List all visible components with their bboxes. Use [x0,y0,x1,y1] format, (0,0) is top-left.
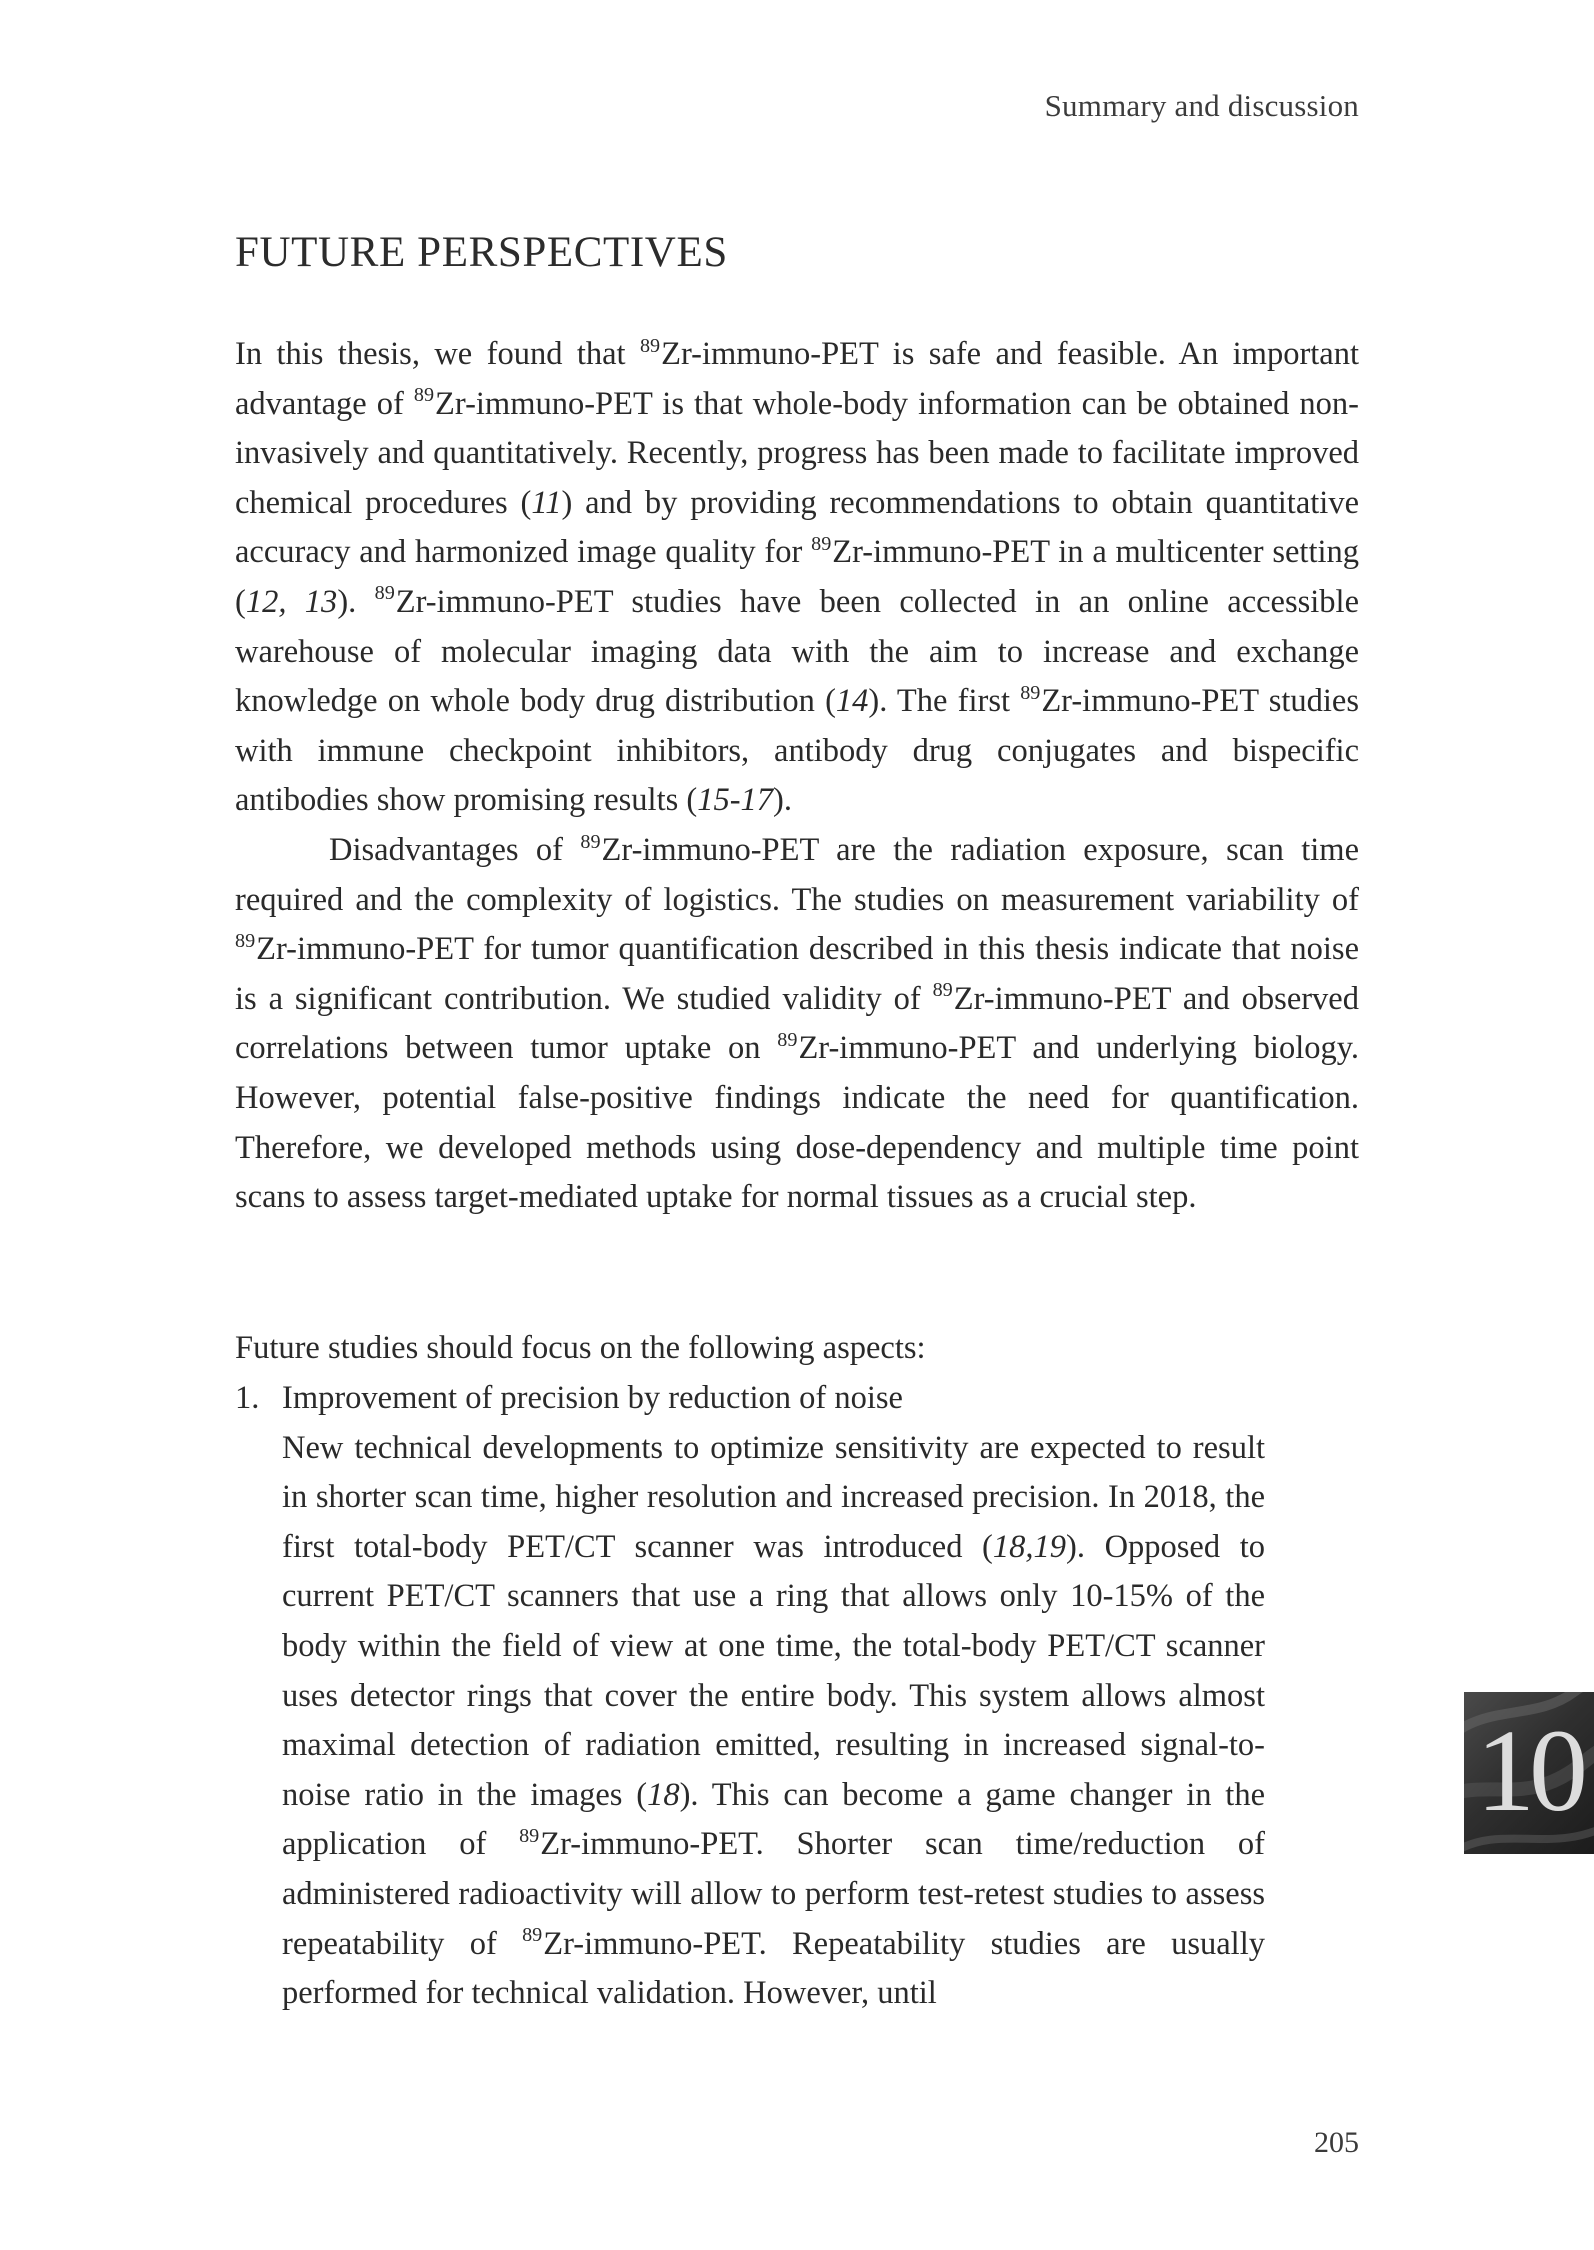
isotope-superscript: 89 [519,1824,540,1847]
isotope-superscript: 89 [811,532,832,555]
running-header: Summary and discussion [1044,88,1359,123]
isotope-superscript: 89 [777,1028,798,1051]
citation: 18 [647,1776,680,1813]
isotope-superscript: 89 [580,830,601,853]
citation: 12, 13 [245,583,338,620]
citation: 11 [531,484,562,521]
list-item-text: New technical developments to optimize sensitivity are expected to result in shorter scan time, higher resolution and increased precision. In 2018, the first total-body PET/CT scanner was introduced (18,19). Opposed to current PET/CT scanners that use a ring that allows only 10-15% of the body within the field of view at one time, the total-body PET/CT scanner uses detector rings that cover the entire body. This system allows almost maximal detection of radiation emitted, resulting in increased signal-to-noise ratio in the images (18). This can become a game changer in the application of $^{89}$Zr-immuno-PET. Shorter scan time/reduction of administered radioactivity will allow to perform test-retest studies to assess repeatability of $^{89}$Zr-immuno-PET. Repeatability studies are usually performed for technical validation. However, until [282,1429,1265,2012]
citation: 14 [835,683,869,720]
section-title: FUTURE PERSPECTIVES [235,229,728,276]
list-item-title: Improvement of precision by reduction of noise [282,1380,903,1416]
paragraph-2: Disadvantages of $^{89}$Zr-immuno-PET are the radiation exposure, scan time required and the complexity of logistics. The studies on measurement variability of $^{89}$Zr-immuno-PET for tumor quantification described in this thesis indicate that noise is a significant contribution. We studied validity of $^{89}$Zr-immuno-PET and observed correlations between tumor uptake on $^{89}$Zr-immuno-PET and underlying biology. However, potential false-positive findings indicate the need for quantification. Therefore, we developed methods using dose-dependency and multiple time point scans to assess target-mediated uptake for normal tissues as a crucial step. [235,830,1359,1216]
aspects-list [235,1374,1265,2019]
isotope-superscript: 89 [932,979,953,1002]
list-item-body [282,1374,1265,2019]
paragraph-1: In this thesis, we found that $^{89}$Zr-immuno-PET is safe and feasible. An important advantage of $^{89}$Zr-immuno-PET is that whole-body information can be obtained non-invasively and quantitatively. Recently, progress has been made to facilitate improved chemical procedures (11) and by providing recommendations to obtain quantitative accuracy and harmonized image quality for $^{89}$Zr-immuno-PET in a multicenter setting (12, 13). $^{89}$Zr-immuno-PET studies have been collected in an online accessible warehouse of molecular imaging data with the aim to increase and exchange knowledge on whole body drug distribution (14). The first $^{89}$Zr-immuno-PET studies with immune checkpoint inhibitors, antibody drug conjugates and bispecific antibodies show promising results (15-17). [235,334,1360,819]
citation: 18,19 [992,1528,1067,1565]
isotope-superscript: 89 [374,582,395,605]
list-intro: Future studies should focus on the following aspects: [235,1330,926,1366]
isotope-superscript: 89 [639,334,661,357]
chapter-number: 10 [1476,1705,1582,1836]
isotope-superscript: 89 [413,384,435,407]
chapter-tab [1464,1692,1594,1854]
citation: 15-17 [697,782,774,819]
isotope-superscript: 89 [235,929,256,952]
isotope-superscript: 89 [1020,681,1041,704]
list-item-number: 1. [235,1380,260,1416]
isotope-superscript: 89 [522,1924,543,1947]
list-item [235,1374,1265,2019]
page-number: 205 [1314,2126,1359,2159]
